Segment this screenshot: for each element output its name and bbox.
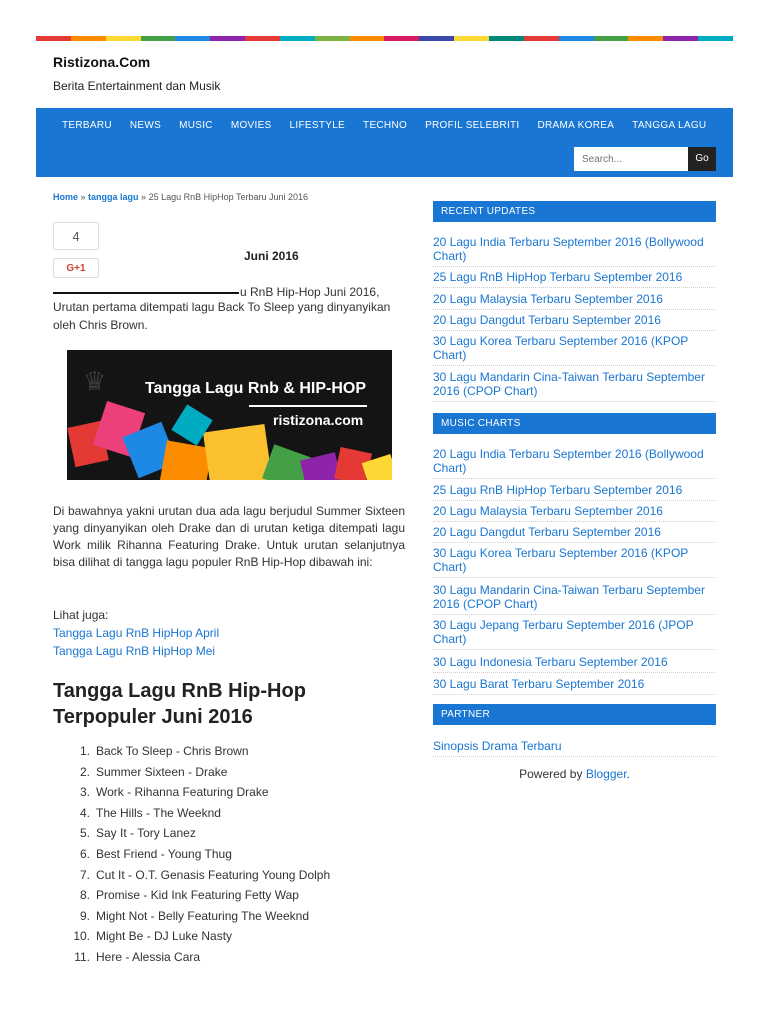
partner-link[interactable]: Sinopsis Drama Terbaru xyxy=(433,739,716,757)
ranking-title: Best Friend - Young Thug xyxy=(96,846,232,861)
rainbow-segment xyxy=(175,36,210,41)
ranking-number: 11. xyxy=(74,949,90,964)
post-intro-line1-text: u RnB Hip-Hop Juni 2016, xyxy=(240,285,380,299)
google-plus-button[interactable]: G+1 xyxy=(53,258,99,278)
nav-menu xyxy=(62,120,706,131)
post-heading-fragment: Juni 2016 xyxy=(244,249,299,263)
ranking-number: 10. xyxy=(73,929,90,944)
see-also-link-mei xyxy=(53,643,405,660)
ranking-number: 1. xyxy=(79,744,90,758)
ranking-number: 5. xyxy=(79,826,90,841)
breadcrumb-separator: » xyxy=(138,192,149,202)
ranking-number: 4. xyxy=(79,805,90,820)
nav-item-profil-selebriti[interactable]: PROFIL SELEBRITI xyxy=(425,120,520,131)
crown-icon: ♛ xyxy=(83,366,107,396)
ranking-item xyxy=(72,844,330,865)
ranking-item xyxy=(72,782,330,803)
cube-shape xyxy=(203,424,273,480)
ranking-title: Back To Sleep - Chris Brown xyxy=(96,744,249,758)
ranking-title: Cut It - O.T. Genasis Featuring Young Dolph xyxy=(96,867,331,882)
rainbow-segment xyxy=(210,36,245,41)
ranking-title: Promise - Kid Ink Featuring Fetty Wap xyxy=(96,888,299,903)
hero-divider xyxy=(249,405,367,407)
recent-update-link[interactable]: 20 Lagu India Terbaru September 2016 (Bollywood Chart) xyxy=(433,235,716,267)
music-chart-link[interactable]: 20 Lagu India Terbaru September 2016 (Bollywood Chart) xyxy=(433,447,716,479)
ranking-number: 6. xyxy=(79,846,90,861)
ranking-item xyxy=(72,865,330,886)
rainbow-segment xyxy=(141,36,176,41)
nav-item-drama-korea[interactable]: DRAMA KOREA xyxy=(537,120,615,131)
music-charts-heading: MUSIC CHARTS xyxy=(433,413,716,434)
recent-updates-heading: RECENT UPDATES xyxy=(433,201,716,222)
ranking-item xyxy=(72,803,330,824)
rainbow-segment xyxy=(594,36,629,41)
recent-update-link[interactable]: 25 Lagu RnB HipHop Terbaru September 2016 xyxy=(433,270,716,288)
partner-heading: PARTNER xyxy=(433,704,716,725)
rainbow-segment xyxy=(350,36,385,41)
music-chart-link[interactable]: 20 Lagu Malaysia Terbaru September 2016 xyxy=(433,504,716,522)
rainbow-segment xyxy=(106,36,141,41)
ranking-number: 7. xyxy=(79,867,90,882)
post-paragraph: Di bawahnya yakni urutan dua ada lagu berjudul Summer Sixteen yang dinyanyikan oleh Drake dan di urutan ketiga ditempati lagu Work milik Rihanna Featuring Drake. Untuk urutan selanjutnya bisa dilihat di tangga lagu populer RnB Hip-Hop dibawah ini: xyxy=(53,504,405,569)
ranking-item xyxy=(72,926,330,947)
ranking-number: 2. xyxy=(79,764,90,779)
music-chart-link[interactable]: 25 Lagu RnB HipHop Terbaru September 2016 xyxy=(433,483,716,501)
breadcrumb-category-link[interactable]: tangga lagu xyxy=(88,192,139,202)
ranking-item xyxy=(72,823,330,844)
powered-by-end: . xyxy=(626,767,630,781)
rainbow-segment xyxy=(524,36,559,41)
ranking-title: Say It - Tory Lanez xyxy=(96,826,196,841)
rainbow-segment xyxy=(489,36,524,41)
rainbow-segment xyxy=(628,36,663,41)
rainbow-segment xyxy=(280,36,315,41)
ranking-title: Work - Rihanna Featuring Drake xyxy=(96,785,269,800)
hero-banner-image xyxy=(67,350,392,480)
ranking-item xyxy=(72,741,330,762)
link-mei[interactable]: Tangga Lagu RnB HipHop Mei xyxy=(53,644,216,658)
ranking-item xyxy=(72,762,330,783)
breadcrumb-home-link[interactable]: Home xyxy=(53,192,79,202)
ranking-number: 9. xyxy=(79,908,90,923)
breadcrumb-separator: » xyxy=(78,192,89,202)
nav-item-techno[interactable]: TECHNO xyxy=(363,120,408,131)
rainbow-segment xyxy=(245,36,280,41)
redacted-bar xyxy=(53,292,239,294)
rainbow-segment xyxy=(663,36,698,41)
rainbow-segment xyxy=(71,36,106,41)
site-title[interactable]: Ristizona.Com xyxy=(53,54,151,70)
search-go-button[interactable]: Go xyxy=(688,147,716,171)
rainbow-bar xyxy=(36,36,733,41)
rainbow-segment xyxy=(315,36,350,41)
ranking-number: 8. xyxy=(79,888,90,903)
powered-by-text: Powered by xyxy=(519,767,583,781)
music-chart-link[interactable]: 30 Lagu Korea Terbaru September 2016 (KPOP Chart) xyxy=(433,546,716,578)
nav-item-tangga-lagu[interactable]: TANGGA LAGU xyxy=(632,120,707,131)
ranking-title: The Hills - The Weeknd xyxy=(96,805,221,820)
hero-subtitle: ristizona.com xyxy=(273,412,364,428)
see-also-label: Lihat juga: xyxy=(53,608,109,622)
powered-by xyxy=(433,767,716,781)
ranking-title: Here - Alessia Cara xyxy=(96,949,201,964)
ranking-item xyxy=(72,947,330,968)
breadcrumb-current: 25 Lagu RnB HipHop Terbaru Juni 2016 xyxy=(148,192,309,202)
nav-item-music[interactable]: MUSIC xyxy=(179,120,213,131)
ranking-number: 3. xyxy=(79,785,90,800)
share-count: 4 xyxy=(53,222,99,250)
recent-update-link[interactable]: 30 Lagu Korea Terbaru September 2016 (KPOP Chart) xyxy=(433,334,716,366)
post-intro-line3: oleh Chris Brown. xyxy=(53,318,148,332)
main-navigation xyxy=(36,108,733,177)
link-april[interactable]: Tangga Lagu RnB HipHop April xyxy=(53,626,220,640)
ranking-list xyxy=(72,741,330,968)
recent-update-link[interactable]: 20 Lagu Dangdut Terbaru September 2016 xyxy=(433,313,716,331)
music-chart-link[interactable]: 30 Lagu Jepang Terbaru September 2016 (JPOP Chart) xyxy=(433,618,716,650)
music-chart-link[interactable]: 30 Lagu Mandarin Cina-Taiwan Terbaru September 2016 (CPOP Chart) xyxy=(433,583,716,615)
search-input[interactable] xyxy=(574,147,688,171)
rainbow-segment xyxy=(384,36,419,41)
hero-title: Tangga Lagu Rnb & HIP-HOP xyxy=(145,380,367,397)
rainbow-segment xyxy=(419,36,454,41)
recent-update-link[interactable]: 30 Lagu Mandarin Cina-Taiwan Terbaru September 2016 (CPOP Chart) xyxy=(433,370,716,402)
nav-item-lifestyle[interactable]: LIFESTYLE xyxy=(289,120,346,131)
post-intro-line2: Urutan pertama ditempati lagu Back To Sleep yang dinyanyikan xyxy=(53,300,391,314)
breadcrumb xyxy=(53,192,308,202)
rainbow-segment xyxy=(559,36,594,41)
rainbow-segment xyxy=(36,36,71,41)
nav-item-terbaru[interactable]: TERBARU xyxy=(62,120,112,131)
page xyxy=(36,36,733,1024)
nav-item-movies[interactable]: MOVIES xyxy=(230,120,272,131)
ranking-item xyxy=(72,906,330,927)
ranking-title: Summer Sixteen - Drake xyxy=(96,764,228,779)
recent-update-link[interactable]: 20 Lagu Malaysia Terbaru September 2016 xyxy=(433,292,716,310)
music-chart-link[interactable]: 30 Lagu Indonesia Terbaru September 2016 xyxy=(433,655,716,673)
rainbow-segment xyxy=(698,36,733,41)
music-chart-link[interactable]: 20 Lagu Dangdut Terbaru September 2016 xyxy=(433,525,716,543)
ranking-item xyxy=(72,885,330,906)
ranking-title: Might Be - DJ Luke Nasty xyxy=(96,929,233,944)
see-also-link-april xyxy=(53,625,405,642)
music-chart-link[interactable]: 30 Lagu Barat Terbaru September 2016 xyxy=(433,677,716,695)
rainbow-segment xyxy=(454,36,489,41)
ranking-title: Might Not - Belly Featuring The Weeknd xyxy=(96,908,309,923)
nav-item-news[interactable]: NEWS xyxy=(129,120,162,131)
site-description: Berita Entertainment dan Musik xyxy=(53,79,221,93)
chart-heading: Tangga Lagu RnB Hip-Hop Terpopuler Juni 2016 xyxy=(53,680,306,728)
blogger-link[interactable]: Blogger xyxy=(585,767,627,781)
